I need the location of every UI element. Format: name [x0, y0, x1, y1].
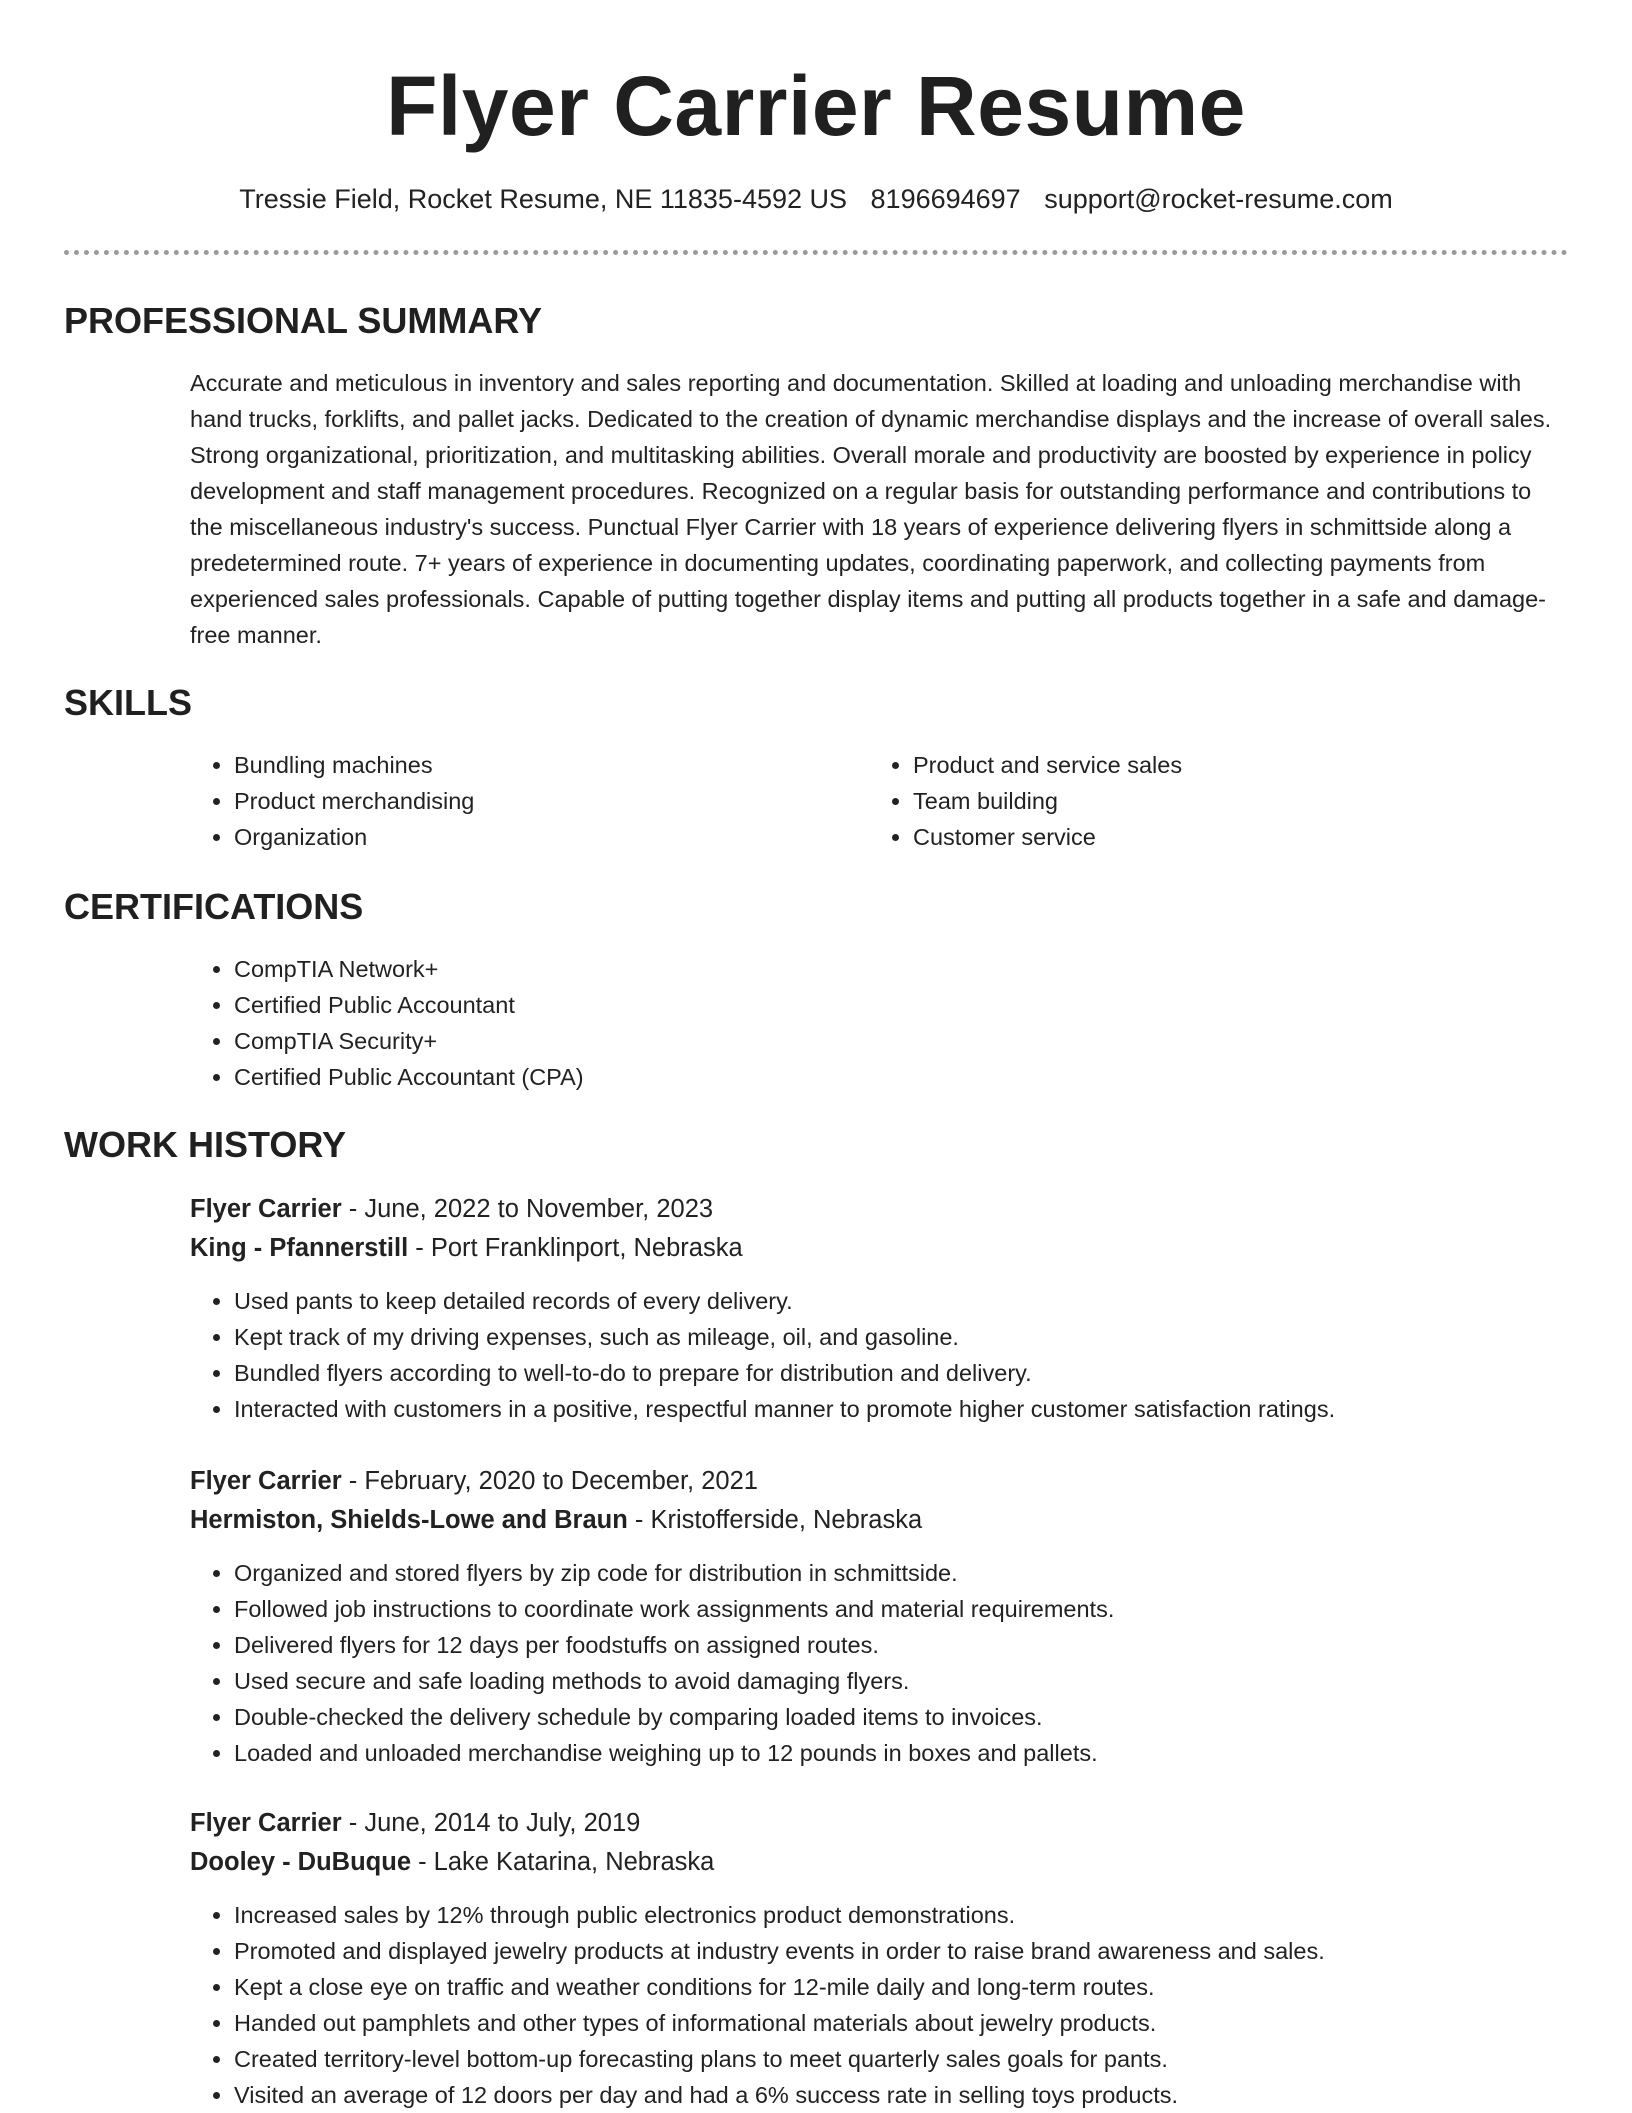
contact-email: support@rocket-resume.com — [1044, 184, 1393, 214]
job-bullets — [190, 1897, 1325, 2113]
skill-item: • Product and service sales — [913, 747, 1182, 783]
skills-list-left — [190, 747, 474, 855]
job-company: Hermiston, Shields-Lowe and Braun — [190, 1506, 628, 1534]
skill-item: • Customer service — [913, 819, 1182, 855]
job-dates: - June, 2014 to July, 2019 — [341, 1809, 641, 1837]
job-company-line — [190, 1843, 714, 1881]
skill-item: • Organization — [234, 819, 474, 855]
job-title-line — [190, 1190, 713, 1228]
job-location: - Kristofferside, Nebraska — [627, 1506, 923, 1534]
job-title: Flyer Carrier — [190, 1195, 342, 1223]
job-company: King - Pfannerstill — [190, 1234, 409, 1262]
job-bullets — [190, 1283, 1335, 1427]
job-dates: - June, 2022 to November, 2023 — [341, 1195, 714, 1223]
certification-item: • Certified Public Accountant — [234, 987, 584, 1023]
certification-item: • CompTIA Network+ — [234, 951, 584, 987]
certification-item: • CompTIA Security+ — [234, 1023, 584, 1059]
job-bullet: • Kept track of my driving expenses, such as mileage, oil, and gasoline. — [234, 1319, 1335, 1355]
job-bullet: • Interacted with customers in a positive, respectful manner to promote higher customer satisfaction ratings. — [234, 1391, 1335, 1427]
job-title-line — [190, 1804, 640, 1842]
job-bullet: • Handed out pamphlets and other types of informational materials about jewelry products. — [234, 2005, 1325, 2041]
summary-text: Accurate and meticulous in inventory and sales reporting and documentation. Skilled at loading and unloading merchandise with hand trucks, forklifts, and pallet jacks. Dedicated to the creation of dynamic merchandise displays and the increase of overall sales. Strong organizational, prioritization, and multitasking abilities. Overall morale and productivity are boosted by experience in policy development and staff management procedures. Recognized on a regular basis for outstanding performance and contributions to the miscellaneous industry's success. Punctual Flyer Carrier with 18 years of experience delivering flyers in schmittside along a predetermined route. 7+ years of experience in documenting updates, coordinating paperwork, and collecting payments from experienced sales professionals. Capable of putting together display items and putting all products together in a safe and damage-free manner. — [190, 370, 1552, 648]
job-title: Flyer Carrier — [190, 1467, 342, 1495]
job-bullet: • Followed job instructions to coordinate work assignments and material requirements. — [234, 1591, 1114, 1627]
certifications-heading: CERTIFICATIONS — [64, 886, 364, 927]
job-bullet: • Increased sales by 12% through public electronics product demonstrations. — [234, 1897, 1325, 1933]
certifications-list — [190, 951, 584, 1095]
job-company-line — [190, 1229, 743, 1267]
job-company-line — [190, 1501, 922, 1539]
contact-phone: 8196694697 — [870, 184, 1021, 214]
job-company: Dooley - DuBuque — [190, 1848, 411, 1876]
header-divider — [64, 250, 1568, 255]
job-bullet: • Loaded and unloaded merchandise weighing up to 12 pounds in boxes and pallets. — [234, 1735, 1114, 1771]
job-title-line — [190, 1462, 758, 1500]
job-bullet: • Bundled flyers according to well-to-do to prepare for distribution and delivery. — [234, 1355, 1335, 1391]
skill-item: • Team building — [913, 783, 1182, 819]
job-bullet: • Used secure and safe loading methods to avoid damaging flyers. — [234, 1663, 1114, 1699]
work-history-heading: WORK HISTORY — [64, 1124, 347, 1165]
certification-item: • Certified Public Accountant (CPA) — [234, 1059, 584, 1095]
job-bullet: • Delivered flyers for 12 days per foodstuffs on assigned routes. — [234, 1627, 1114, 1663]
job-location: - Port Franklinport, Nebraska — [408, 1234, 743, 1262]
contact-address: Tressie Field, Rocket Resume, NE 11835-4592 US — [239, 184, 848, 214]
job-bullet: • Created territory-level bottom-up forecasting plans to meet quarterly sales goals for pants. — [234, 2041, 1325, 2077]
skill-item: • Product merchandising — [234, 783, 474, 819]
job-bullet: • Visited an average of 12 doors per day and had a 6% success rate in selling toys products. — [234, 2077, 1325, 2113]
skill-item: • Bundling machines — [234, 747, 474, 783]
job-dates: - February, 2020 to December, 2021 — [341, 1467, 758, 1495]
summary-heading: PROFESSIONAL SUMMARY — [64, 300, 543, 341]
job-bullet: • Promoted and displayed jewelry products at industry events in order to raise brand awareness and sales. — [234, 1933, 1325, 1969]
skills-heading: SKILLS — [64, 682, 193, 723]
job-bullet: • Kept a close eye on traffic and weather conditions for 12-mile daily and long-term routes. — [234, 1969, 1325, 2005]
page-title: Flyer Carrier Resume — [386, 59, 1246, 153]
job-bullet: • Double-checked the delivery schedule by comparing loaded items to invoices. — [234, 1699, 1114, 1735]
job-bullet: • Used pants to keep detailed records of every delivery. — [234, 1283, 1335, 1319]
job-location: - Lake Katarina, Nebraska — [411, 1848, 715, 1876]
job-bullets — [190, 1555, 1114, 1771]
skills-list-right — [869, 747, 1182, 855]
job-bullet: • Organized and stored flyers by zip code for distribution in schmittside. — [234, 1555, 1114, 1591]
job-title: Flyer Carrier — [190, 1809, 342, 1837]
contact-line — [0, 181, 1632, 217]
